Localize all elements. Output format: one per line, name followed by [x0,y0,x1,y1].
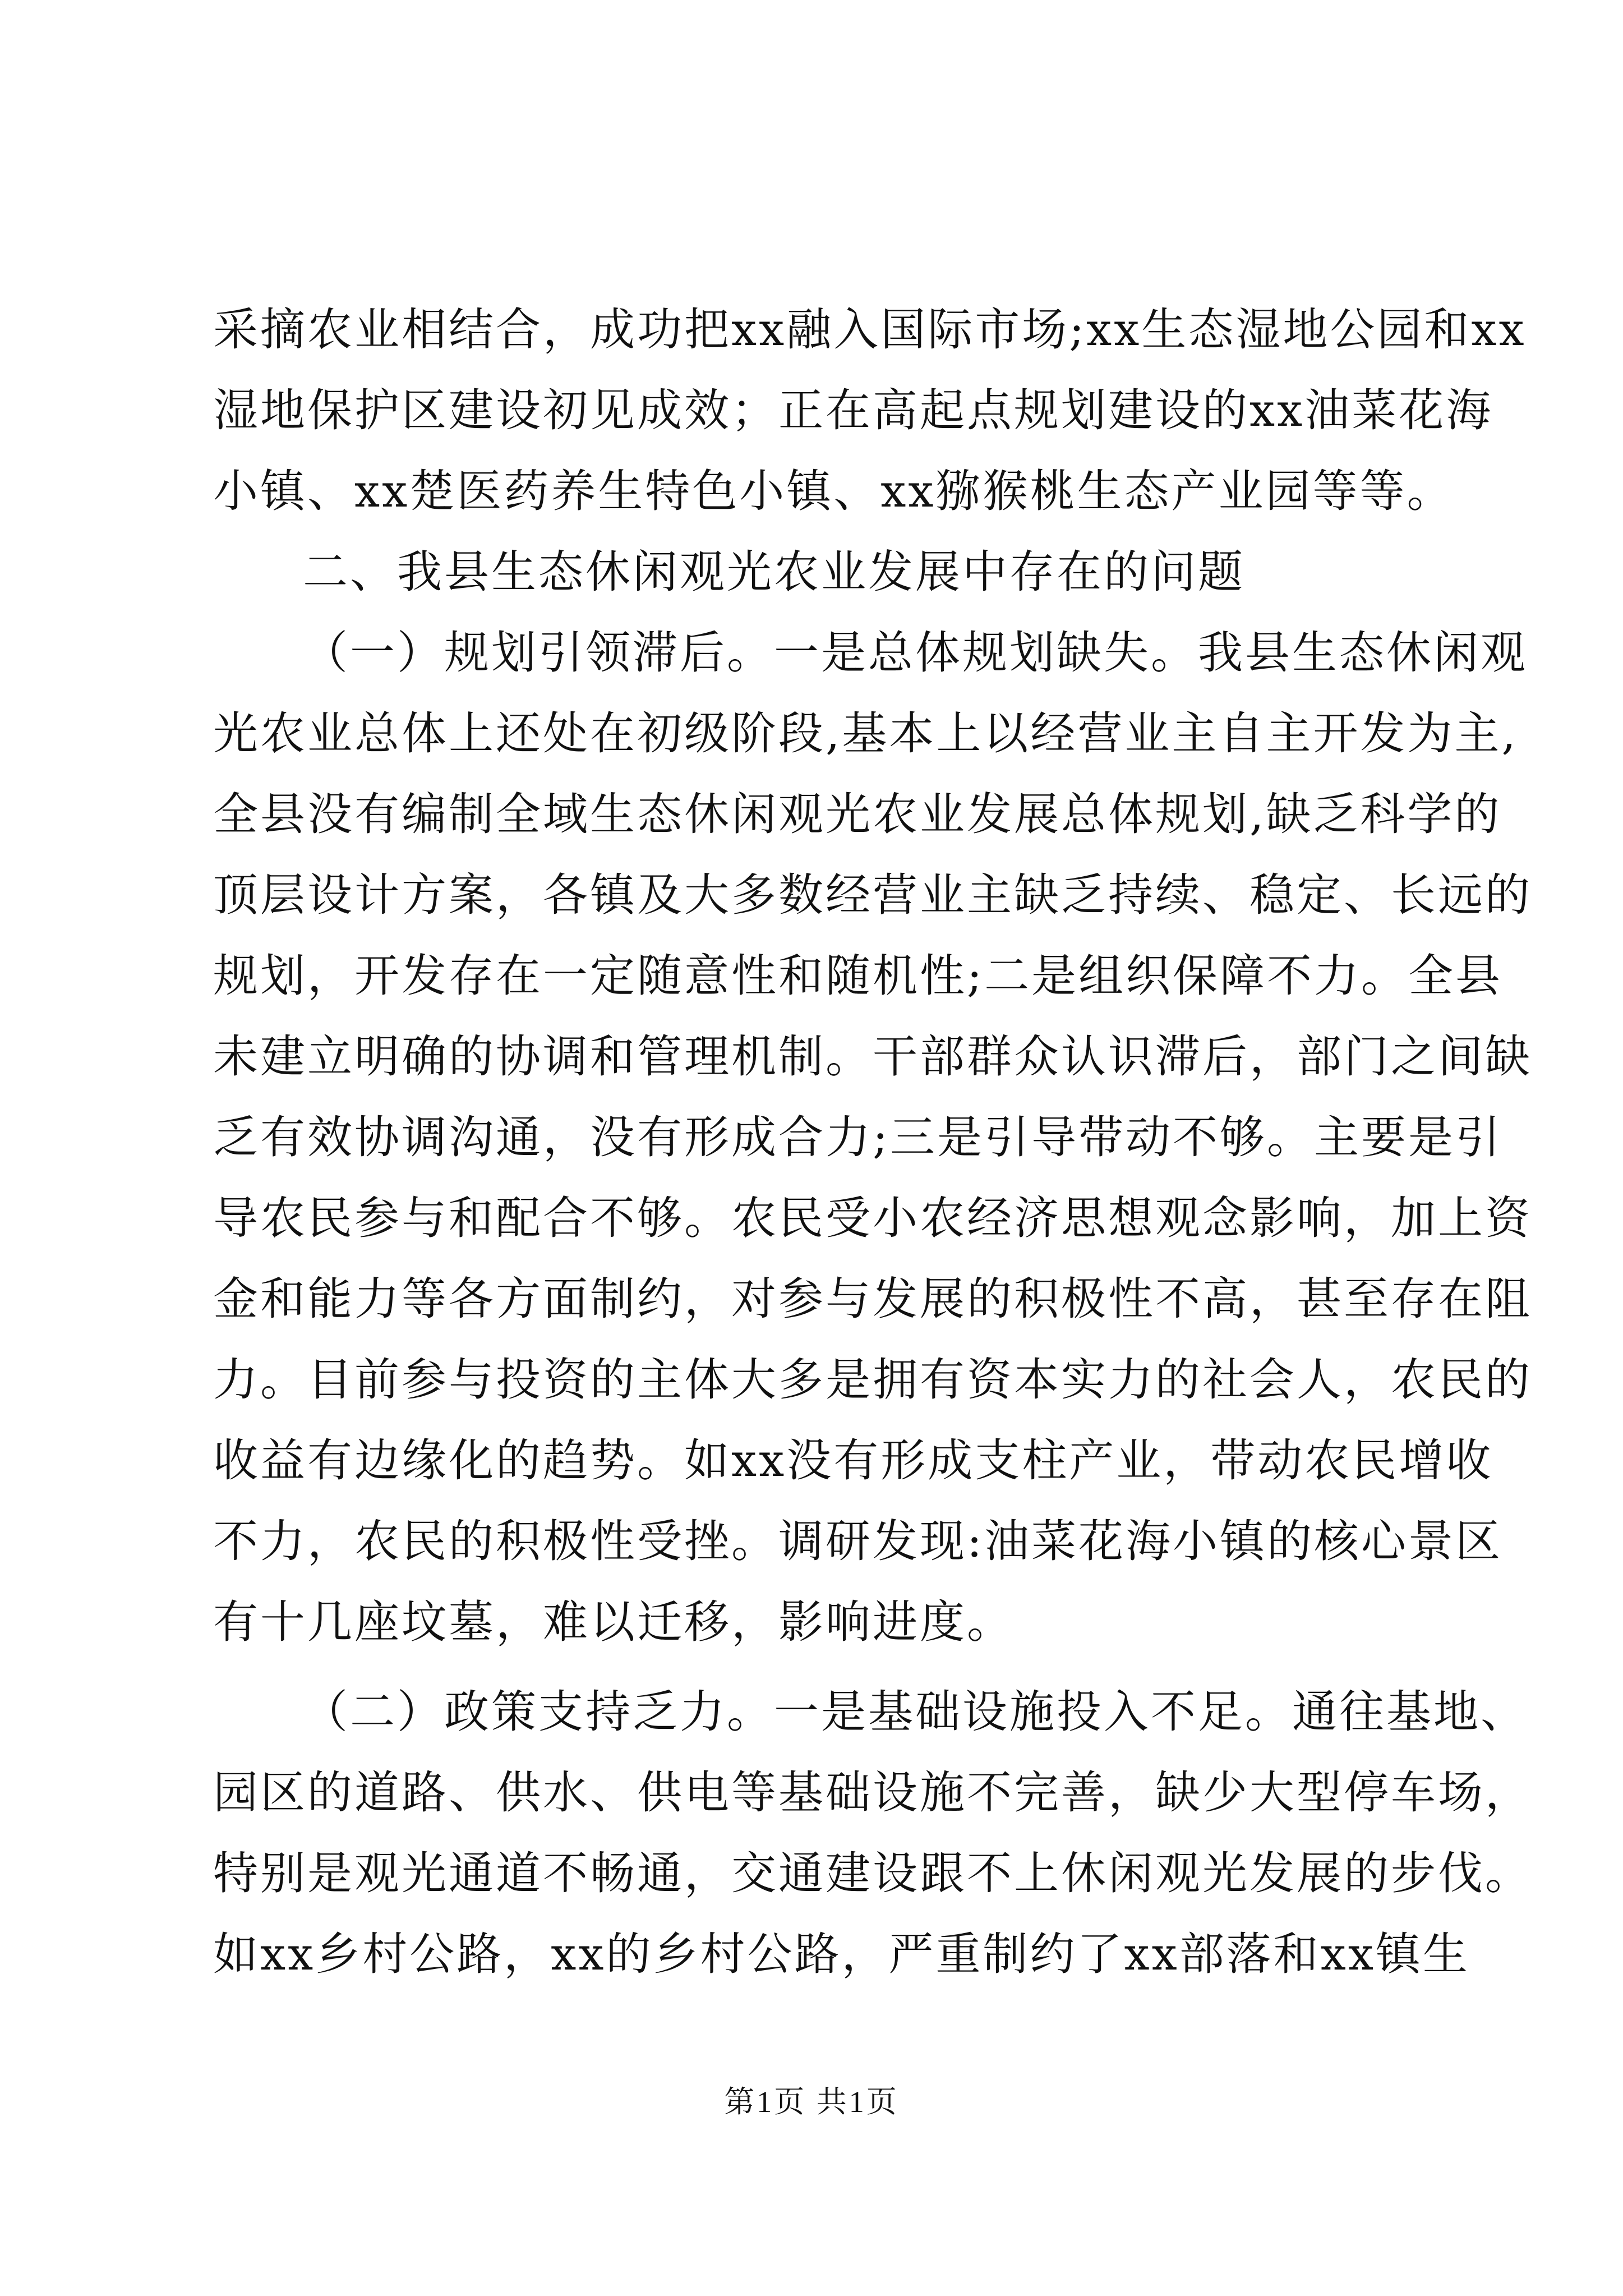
section-heading: 二、我县生态休闲观光农业发展中存在的问题 [303,546,1245,598]
body-text-line: 导农民参与和配合不够。农民受小农经济思想观念影响，加上资 [213,1192,1532,1244]
body-text-line: 乏有效协调沟通，没有形成合力;三是引导带动不够。主要是引 [213,1111,1502,1163]
body-text-line: 规划，开发存在一定随意性和随机性;二是组织保障不力。全县 [213,950,1502,1002]
body-text-line: 不力，农民的积极性受挫。调研发现:油菜花海小镇的核心景区 [213,1515,1502,1567]
body-text-line: 光农业总体上还处在初级阶段,基本上以经营业主自主开发为主, [213,707,1518,760]
body-text-line: 小镇、xx楚医药养生特色小镇、xx猕猴桃生态产业园等等。 [213,465,1454,517]
body-text-line: 金和能力等各方面制约，对参与发展的积极性不高，甚至存在阻 [213,1273,1532,1325]
body-text-line: 有十几座坟墓，难以迁移，影响进度。 [213,1596,1014,1648]
subsection-heading-line: （一）规划引领滞后。一是总体规划缺失。我县生态休闲观 [303,627,1528,679]
body-text-line: 收益有边缘化的趋势。如xx没有形成支柱产业，带动农民增收 [213,1434,1493,1487]
subsection-heading-line: （二）政策支持乏力。一是基础设施投入不足。通往基地、 [303,1686,1528,1738]
body-text-line: 全县没有编制全域生态休闲观光农业发展总体规划,缺乏科学的 [213,788,1502,840]
body-text-line: 如xx乡村公路，xx的乡村公路，严重制约了xx部落和xx镇生 [213,1928,1470,1980]
body-text-line: 未建立明确的协调和管理机制。干部群众认识滞后，部门之间缺 [213,1030,1532,1083]
body-text-line: 顶层设计方案，各镇及大多数经营业主缺乏持续、稳定、长远的 [213,869,1532,921]
page-footer: 第1页 共1页 [724,2085,899,2119]
body-text-line: 特别是观光通道不畅通，交通建设跟不上休闲观光发展的步伐。 [213,1847,1532,1899]
body-text-line: 采摘农业相结合，成功把xx融入国际市场;xx生态湿地公园和xx [213,303,1527,356]
body-text-line: 园区的道路、供水、供电等基础设施不完善，缺少大型停车场， [213,1766,1532,1819]
body-text-line: 湿地保护区建设初见成效；正在高起点规划建设的xx油菜花海 [213,384,1493,436]
body-text-line: 力。目前参与投资的主体大多是拥有资本实力的社会人，农民的 [213,1354,1532,1406]
